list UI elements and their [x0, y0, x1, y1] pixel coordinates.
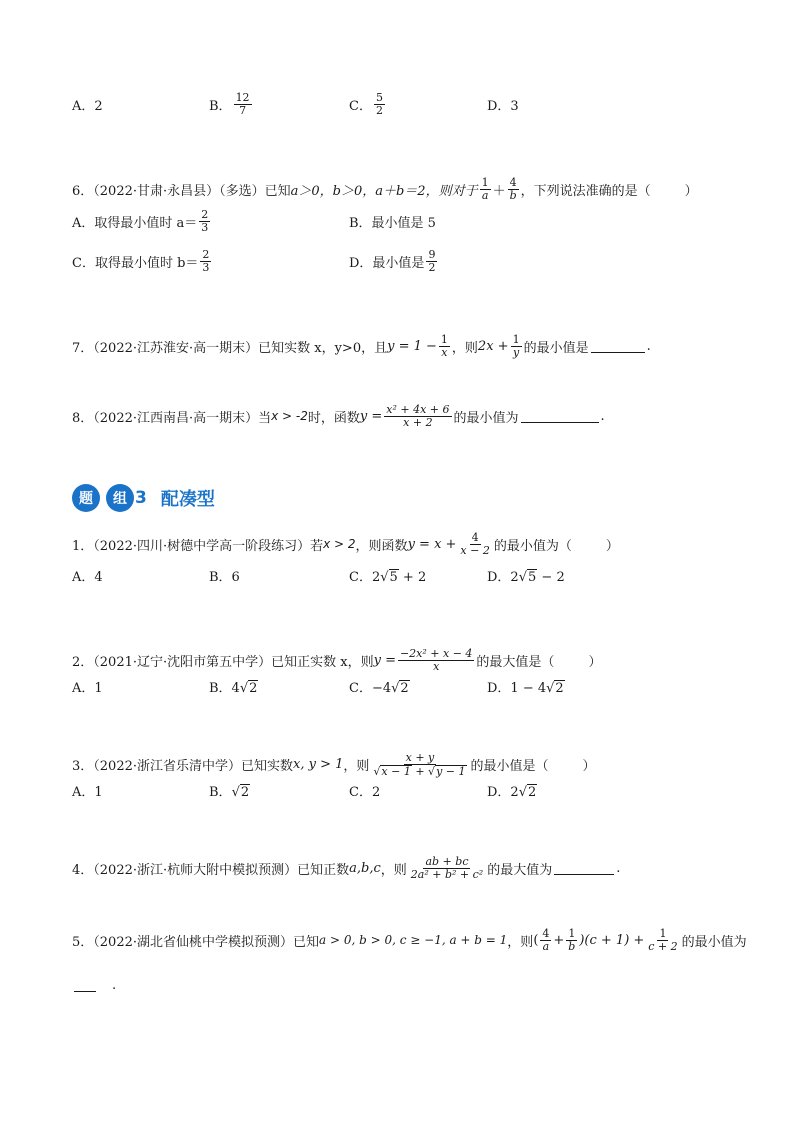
question-7: 7．（2022·江苏淮安·高一期末）已知实数 x，y>0，且 y = 1 − $\frac{1}{x}$ ，则 2x + $\frac{1}{y}$ 的最小值是 . — [72, 333, 651, 359]
section-badge-2: 组 — [106, 484, 134, 512]
fraction: $\frac{4}{a}$ — [542, 927, 550, 953]
section3-question-5-answer: . — [72, 978, 116, 993]
fraction: $\frac{5}{2}$ — [375, 90, 383, 117]
section3-question-5: 5．（2022·湖北省仙桃中学模拟预测）已知 a > 0, b > 0, c ≥ −1, a + b = 1 ，则 ( $\frac{4}{a}$ + $\frac{1}{b}$ )(c + 1) + $\frac{1}{c + 2}$ 的最小值为 — [72, 927, 747, 953]
fraction: $\frac{4}{b}$ — [509, 176, 517, 202]
fraction: $\frac{1}{x}$ — [440, 333, 448, 359]
option-a: A．2 — [72, 98, 103, 114]
option-b: B．4√ 2 — [209, 680, 258, 696]
fraction: $\frac{9}{2}$ — [428, 247, 436, 274]
fraction: $\frac{1}{a}$ — [481, 176, 489, 202]
option-b: B．6 — [209, 569, 240, 585]
option-d: D．最小值是 $\frac{9}{2}$ — [349, 247, 436, 274]
section-number: 3 — [135, 488, 147, 508]
answer-blank[interactable] — [521, 410, 599, 423]
question-6: 6．（2022·甘肃·永昌县）（多选）已知 a＞0，b＞0，a＋b＝2，则对于 $\frac{1}{a}$ ＋ $\frac{4}{b}$ ，下列说法准确的是（ ） — [72, 176, 698, 202]
option-d: D．2√ 2 — [487, 784, 537, 800]
fraction: $\frac{\text{−2x² + x − 4}}{x}$ — [399, 647, 473, 673]
fraction: $\frac{1}{c + 2}$ — [648, 927, 678, 953]
answer-blank[interactable] — [554, 862, 614, 875]
answer-blank[interactable] — [74, 979, 96, 992]
fraction: $\frac{1}{y}$ — [512, 333, 520, 359]
section3-question-3: 3．（2022·浙江省乐清中学）已知实数 x, y > 1 ，则 x + y √ x − 1 + √ y − 1 的最小值是（ ） — [72, 751, 596, 778]
section-title: 配凑型 — [160, 489, 215, 510]
fraction: $\frac{4}{x - 2}$ — [460, 531, 490, 557]
option-d: D．1 − 4√ 2 — [487, 680, 564, 696]
section3-question-1: 1．（2022·四川·树德中学高一阶段练习）若 x > 2 ，则函数 y = x + $\frac{4}{x - 2}$ 的最小值为（ ） — [72, 531, 619, 557]
fraction: $\frac{ab + bc}{\text{2a² + b² + c²}}$ — [410, 855, 484, 881]
fraction: x + y √ x − 1 + √ y − 1 — [373, 751, 466, 778]
section3-question-4: 4．（2022·浙江·杭师大附中模拟预测）已知正数 a,b,c ，则 $\frac{ab + bc}{\text{2a² + b² + c²}}$ 的最大值为 . — [72, 855, 621, 881]
option-b: B．最小值是 5 — [349, 215, 436, 231]
option-a: A．取得最小值时 a＝ $\frac{2}{3}$ — [72, 207, 209, 234]
option-c: C．2 — [349, 784, 381, 800]
option-d: D．2√ 5 − 2 — [487, 569, 565, 585]
option-d: D．3 — [487, 98, 519, 114]
fraction: $\frac{2}{3}$ — [202, 247, 210, 274]
option-b: B． $\frac{12}{7}$ — [209, 90, 250, 117]
fraction: $\frac{2}{3}$ — [201, 207, 209, 234]
option-c: C． $\frac{5}{2}$ — [349, 90, 383, 117]
fraction: $\frac{\text{x² + 4x + 6}}{x + 2}$ — [386, 403, 450, 429]
option-a: A．1 — [72, 680, 103, 696]
answer-blank[interactable] — [591, 340, 645, 353]
option-c: C．取得最小值时 b＝ $\frac{2}{3}$ — [72, 247, 210, 274]
section-header — [72, 484, 215, 512]
option-c: C．−4√ 2 — [349, 680, 409, 696]
section3-question-2: 2．（2021·辽宁·沈阳市第五中学）已知正实数 x，则 y = $\frac{\text{−2x² + x − 4}}{x}$ 的最大值是（ ） — [72, 647, 602, 673]
fraction: $\frac{12}{7}$ — [235, 90, 250, 117]
fraction: $\frac{1}{b}$ — [568, 927, 576, 953]
option-b: B．√ 2 — [209, 784, 250, 800]
option-a: A．1 — [72, 784, 103, 800]
option-c: C．2√ 5 + 2 — [349, 569, 427, 585]
question-8: 8．（2022·江西南昌·高一期末）当 x > -2 时，函数 y = $\frac{\text{x² + 4x + 6}}{x + 2}$ 的最小值为 . — [72, 403, 605, 429]
section-badge-1: 题 — [72, 484, 100, 512]
option-a: A．4 — [72, 569, 103, 585]
